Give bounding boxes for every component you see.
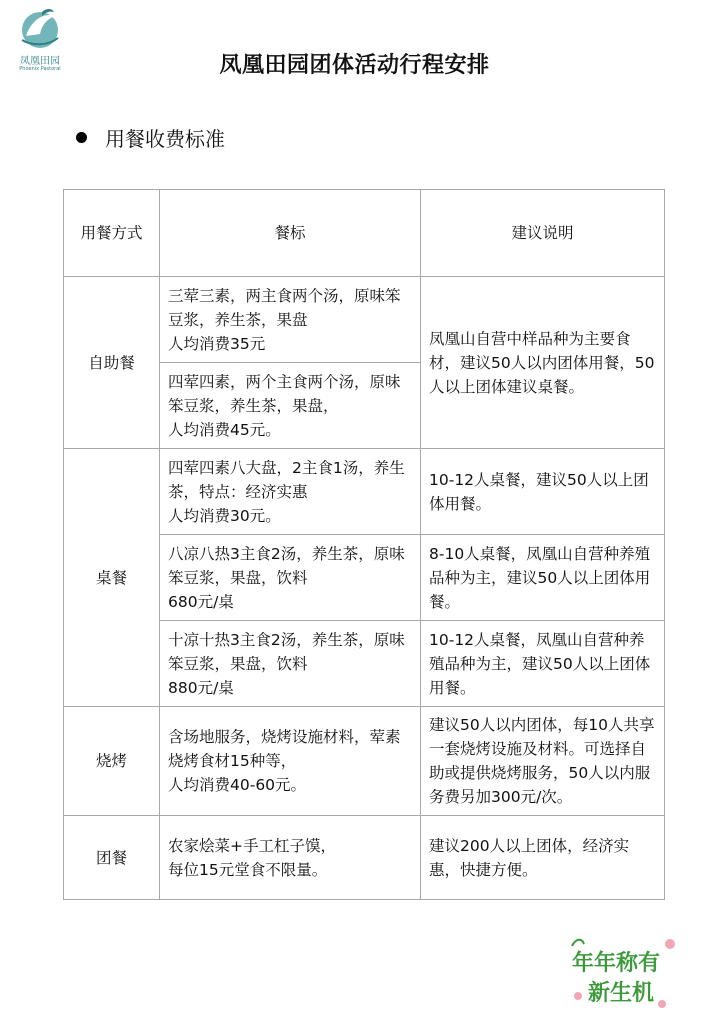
table-row bbox=[64, 449, 665, 535]
standard-cell bbox=[160, 621, 421, 707]
standard-desc: 八凉八热3主食2汤，养生茶，原味笨豆浆，果盘，饮料 bbox=[168, 544, 405, 587]
slogan-line-1: 年年称有 bbox=[572, 951, 661, 976]
standard-cell bbox=[160, 363, 421, 449]
standard-desc: 十凉十热3主食2汤，养生茶，原味笨豆浆，果盘，饮料 bbox=[168, 630, 405, 673]
note-cell: 10-12人桌餐，凤凰山自营种养殖品种为主，建议50人以上团体用餐。 bbox=[421, 621, 665, 707]
table-header-row bbox=[64, 190, 665, 277]
standard-desc: 四荤四素，两个主食两个汤，原味笨豆浆，养生茶，果盘， bbox=[168, 372, 401, 415]
meal-fee-table bbox=[63, 189, 665, 900]
standard-price: 每位15元堂食不限量。 bbox=[168, 860, 328, 879]
slogan-artwork bbox=[566, 934, 686, 1014]
header-cell-type: 用餐方式 bbox=[64, 190, 160, 277]
header-cell-standard: 餐标 bbox=[160, 190, 421, 277]
standard-price: 人均消费35元 bbox=[168, 334, 266, 353]
meal-type-cell: 桌餐 bbox=[64, 449, 160, 707]
meal-type-cell: 烧烤 bbox=[64, 707, 160, 816]
flower-icon bbox=[665, 939, 675, 949]
slogan-line-2: 新生机 bbox=[588, 981, 655, 1006]
section-label: 用餐收费标准 bbox=[105, 127, 225, 151]
standard-cell bbox=[160, 707, 421, 816]
standard-price: 人均消费45元。 bbox=[168, 420, 281, 439]
meal-type-cell: 自助餐 bbox=[64, 277, 160, 449]
page-title: 凤凰田园团体活动行程安排 bbox=[219, 53, 490, 78]
logo-text: 凤凰田园 bbox=[20, 56, 60, 67]
standard-desc: 农家烩菜+手工杠子馍， bbox=[168, 836, 336, 855]
leaf-icon bbox=[572, 940, 584, 946]
standard-desc: 三荤三素，两主食两个汤，原味笨豆浆，养生茶，果盘 bbox=[168, 286, 401, 329]
standard-price: 人均消费30元。 bbox=[168, 506, 281, 525]
bullet-icon bbox=[76, 132, 87, 143]
standard-price: 680元/桌 bbox=[168, 592, 234, 611]
standard-desc: 四荤四素八大盘，2主食1汤，养生茶，特点：经济实惠 bbox=[168, 458, 405, 501]
standard-cell bbox=[160, 277, 421, 363]
meal-type-cell: 团餐 bbox=[64, 816, 160, 900]
header-cell-note: 建议说明 bbox=[421, 190, 665, 277]
flower-icon bbox=[574, 992, 582, 1000]
note-cell: 10-12人桌餐，建议50人以上团体用餐。 bbox=[421, 449, 665, 535]
note-cell: 建议50人以内团体，每10人共享一套烧烤设施及材料。可选择自助或提供烧烤服务，50人以内服务费另加300元/次。 bbox=[421, 707, 665, 816]
note-cell: 8-10人桌餐，凤凰山自营种养殖品种为主，建议50人以上团体用餐。 bbox=[421, 535, 665, 621]
phoenix-icon bbox=[12, 6, 68, 52]
standard-cell bbox=[160, 535, 421, 621]
logo-subtitle: Phoenix Pastoral bbox=[19, 66, 61, 72]
standard-price: 880元/桌 bbox=[168, 678, 234, 697]
standard-cell bbox=[160, 816, 421, 900]
standard-price: 人均消费40-60元。 bbox=[168, 776, 307, 794]
note-cell: 建议200人以上团体，经济实惠，快捷方便。 bbox=[421, 816, 665, 900]
standard-desc: 含场地服务，烧烤设施材料，荤素烧烤食材15种等， bbox=[168, 728, 401, 770]
flower-icon bbox=[658, 1000, 666, 1008]
table-row bbox=[64, 707, 665, 816]
table-row bbox=[64, 816, 665, 900]
table-row bbox=[64, 277, 665, 363]
note-cell: 凤凰山自营中样品种为主要食材，建议50人以内团体用餐，50人以上团体建议桌餐。 bbox=[421, 277, 665, 449]
standard-cell bbox=[160, 449, 421, 535]
section-heading bbox=[76, 123, 225, 152]
